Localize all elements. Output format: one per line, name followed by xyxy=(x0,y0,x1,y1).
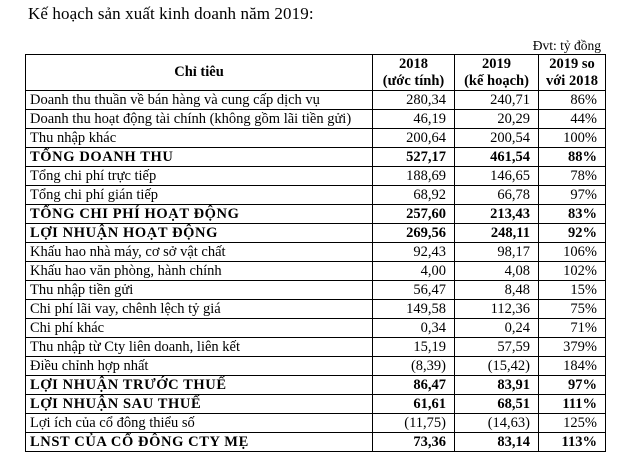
table-row xyxy=(26,129,606,148)
table-row xyxy=(26,110,606,129)
value-2019: 20,29 xyxy=(455,110,539,129)
table-row xyxy=(26,205,606,224)
value-2018: 68,92 xyxy=(373,186,455,205)
value-2019: 57,59 xyxy=(455,338,539,357)
value-2019: 68,51 xyxy=(455,395,539,414)
row-label: Doanh thu hoạt động tài chính (không gồm lãi tiền gửi) xyxy=(26,110,373,129)
value-2019: 0,24 xyxy=(455,319,539,338)
value-2018: (11,75) xyxy=(373,414,455,433)
table-row xyxy=(26,338,606,357)
table-row xyxy=(26,319,606,338)
value-2018: 188,69 xyxy=(373,167,455,186)
compare-percent: 83% xyxy=(539,205,606,224)
unit-note: Đvt: tỷ đồng xyxy=(532,38,601,53)
row-label: LỢI NHUẬN SAU THUẾ xyxy=(26,395,373,414)
header-2018: 2018 (ước tính) xyxy=(373,55,455,91)
business-plan-table xyxy=(25,54,606,452)
row-label: Chi phí lãi vay, chênh lệch tỷ giá xyxy=(26,300,373,319)
value-2018: 0,34 xyxy=(373,319,455,338)
value-2019: 98,17 xyxy=(455,243,539,262)
value-2019: (15,42) xyxy=(455,357,539,376)
compare-percent: 86% xyxy=(539,91,606,110)
row-label: Thu nhập khác xyxy=(26,129,373,148)
compare-percent: 113% xyxy=(539,433,606,452)
row-label: LỢI NHUẬN TRƯỚC THUẾ xyxy=(26,376,373,395)
table-row xyxy=(26,433,606,452)
row-label: Khấu hao nhà máy, cơ sở vật chất xyxy=(26,243,373,262)
value-2018: 73,36 xyxy=(373,433,455,452)
header-item: Chỉ tiêu xyxy=(26,55,373,91)
row-label: Thu nhập tiền gửi xyxy=(26,281,373,300)
value-2018: 257,60 xyxy=(373,205,455,224)
table-row xyxy=(26,262,606,281)
row-label: Tổng chi phí gián tiếp xyxy=(26,186,373,205)
row-label: Doanh thu thuần về bán hàng và cung cấp dịch vụ xyxy=(26,91,373,110)
value-2018: 149,58 xyxy=(373,300,455,319)
value-2019: 240,71 xyxy=(455,91,539,110)
row-label: TỔNG DOANH THU xyxy=(26,148,373,167)
table-row xyxy=(26,186,606,205)
row-label: TỔNG CHI PHÍ HOẠT ĐỘNG xyxy=(26,205,373,224)
compare-percent: 100% xyxy=(539,129,606,148)
row-label: Chi phí khác xyxy=(26,319,373,338)
value-2019: 66,78 xyxy=(455,186,539,205)
value-2019: 8,48 xyxy=(455,281,539,300)
header-compare: 2019 so với 2018 xyxy=(539,55,606,91)
table-row xyxy=(26,224,606,243)
value-2018: 86,47 xyxy=(373,376,455,395)
header-2019: 2019 (kế hoạch) xyxy=(455,55,539,91)
row-label: LNST CỦA CỔ ĐÔNG CTY MẸ xyxy=(26,433,373,452)
table-row xyxy=(26,357,606,376)
compare-percent: 71% xyxy=(539,319,606,338)
compare-percent: 97% xyxy=(539,186,606,205)
table-row xyxy=(26,414,606,433)
value-2019: 213,43 xyxy=(455,205,539,224)
value-2018: 61,61 xyxy=(373,395,455,414)
value-2019: 83,14 xyxy=(455,433,539,452)
value-2019: 4,08 xyxy=(455,262,539,281)
row-label: Tổng chi phí trực tiếp xyxy=(26,167,373,186)
value-2019: 200,54 xyxy=(455,129,539,148)
value-2019: 461,54 xyxy=(455,148,539,167)
table-row xyxy=(26,148,606,167)
value-2019: 112,36 xyxy=(455,300,539,319)
compare-percent: 184% xyxy=(539,357,606,376)
compare-percent: 97% xyxy=(539,376,606,395)
value-2019: 83,91 xyxy=(455,376,539,395)
table-row xyxy=(26,376,606,395)
compare-percent: 75% xyxy=(539,300,606,319)
table-row xyxy=(26,281,606,300)
row-label: Lợi ích của cổ đông thiểu số xyxy=(26,414,373,433)
table-row xyxy=(26,300,606,319)
document-title: Kế hoạch sản xuất kinh doanh năm 2019: xyxy=(28,4,314,23)
value-2018: 15,19 xyxy=(373,338,455,357)
compare-percent: 78% xyxy=(539,167,606,186)
value-2019: 248,11 xyxy=(455,224,539,243)
compare-percent: 111% xyxy=(539,395,606,414)
value-2019: 146,65 xyxy=(455,167,539,186)
table-row xyxy=(26,91,606,110)
compare-percent: 88% xyxy=(539,148,606,167)
value-2018: (8,39) xyxy=(373,357,455,376)
value-2019: (14,63) xyxy=(455,414,539,433)
row-label: Điều chỉnh hợp nhất xyxy=(26,357,373,376)
compare-percent: 379% xyxy=(539,338,606,357)
table-row xyxy=(26,395,606,414)
value-2018: 269,56 xyxy=(373,224,455,243)
row-label: LỢI NHUẬN HOẠT ĐỘNG xyxy=(26,224,373,243)
value-2018: 527,17 xyxy=(373,148,455,167)
value-2018: 56,47 xyxy=(373,281,455,300)
table-row xyxy=(26,167,606,186)
compare-percent: 125% xyxy=(539,414,606,433)
value-2018: 92,43 xyxy=(373,243,455,262)
value-2018: 4,00 xyxy=(373,262,455,281)
table-body xyxy=(26,91,606,452)
table-header-row xyxy=(26,55,606,91)
compare-percent: 106% xyxy=(539,243,606,262)
table-row xyxy=(26,243,606,262)
compare-percent: 15% xyxy=(539,281,606,300)
row-label: Thu nhập từ Cty liên doanh, liên kết xyxy=(26,338,373,357)
compare-percent: 44% xyxy=(539,110,606,129)
value-2018: 280,34 xyxy=(373,91,455,110)
compare-percent: 102% xyxy=(539,262,606,281)
value-2018: 46,19 xyxy=(373,110,455,129)
value-2018: 200,64 xyxy=(373,129,455,148)
compare-percent: 92% xyxy=(539,224,606,243)
row-label: Khấu hao văn phòng, hành chính xyxy=(26,262,373,281)
